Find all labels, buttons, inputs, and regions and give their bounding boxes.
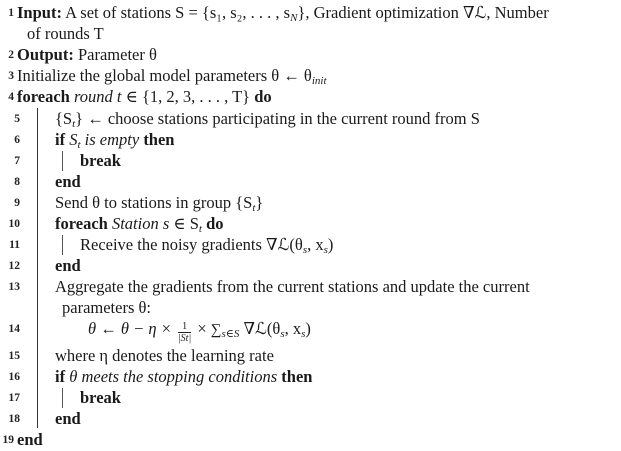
if-stop-block-rule [62, 388, 63, 408]
if-block-rule [62, 151, 63, 171]
line-text: A set of stations S = {s₁, s₂, . . . , s [61, 3, 291, 22]
keyword: Input: [17, 3, 62, 22]
fraction: $\frac{1}{|St|}$ [177, 321, 192, 344]
outer-loop-rule [37, 108, 38, 428]
line-number: 1 [8, 7, 14, 19]
foreach-block-rule [62, 235, 63, 255]
